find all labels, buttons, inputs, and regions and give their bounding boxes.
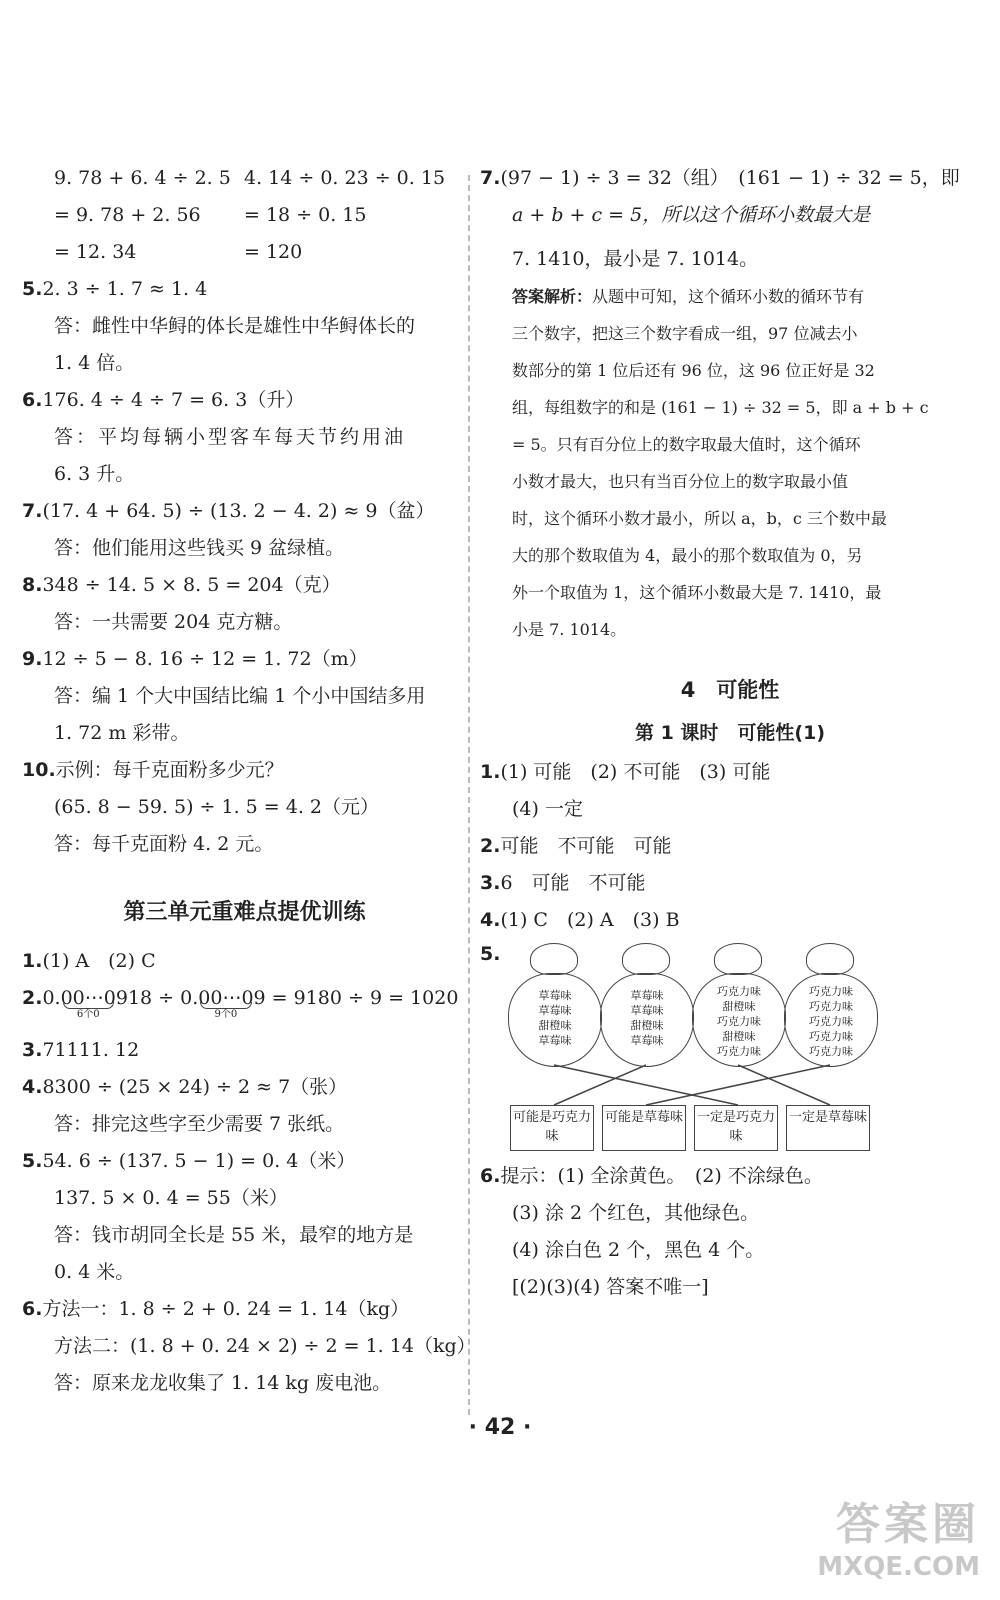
page-number: · 42 ·: [468, 1415, 532, 1440]
question-7: 7.(17. 4 + 64. 5) ÷ (13. 2 − 4. 2) ≈ 9（盆）: [22, 500, 435, 522]
bag-flavor-label: 巧克力味: [809, 985, 853, 998]
question-7-right: 7.(97 − 1) ÷ 3 = 32（组） (161 − 1) ÷ 32 = 5，即: [480, 167, 960, 189]
bag-flavor-label: 甜橙味: [630, 1019, 664, 1032]
calc-line: 137. 5 × 0. 4 = 55（米）: [54, 1187, 288, 1209]
answer-line: 答：雌性中华鲟的体长是雄性中华鲟体长的: [54, 315, 416, 337]
bag-flavor-label: 甜橙味: [722, 1000, 756, 1013]
explanation-line: 小数才最大，也只有当百分位上的数字取最小值: [512, 472, 849, 491]
bag-flavor-label: 草莓味: [538, 1004, 572, 1017]
explanation-line: 组，每组数字的和是 (161 − 1) ÷ 32 = 5，即 a + b + c: [512, 398, 929, 417]
right-column: [480, 160, 980, 1306]
bag-flavor-label: 草莓味: [538, 1034, 572, 1047]
answer-line: 答：一共需要 204 克方糖。: [54, 611, 293, 633]
practice-line: (4) 涂白色 2 个，黑色 4 个。: [512, 1239, 765, 1261]
option-box-1: 可能是巧克力味: [510, 1105, 594, 1151]
answer-line: 答：编 1 个大中国结比编 1 个小中国结多用: [54, 685, 426, 707]
calc-line: 方法二：(1. 8 + 0. 24 × 2) ÷ 2 = 1. 14（kg）: [54, 1335, 476, 1357]
bag-flavor-label: 草莓味: [538, 989, 572, 1002]
answer-line: 答：排完这些字至少需要 7 张纸。: [54, 1113, 345, 1135]
left-column: [22, 160, 476, 1402]
answer-line: 6. 3 升。: [54, 463, 135, 485]
question-8: 8.348 ÷ 14. 5 × 8. 5 = 204（克）: [22, 574, 341, 596]
explanation-line: 三个数字，把这三个数字看成一组，97 位减去小: [512, 324, 858, 343]
answer-line: 答：钱市胡同全长是 55 米，最窄的地方是: [54, 1224, 414, 1246]
calc-line: = 12. 34 = 120: [54, 241, 303, 263]
drill-5: 5.54. 6 ÷ (137. 5 − 1) = 0. 4（米）: [22, 1150, 356, 1172]
answer-line: 答：他们能用这些钱买 9 盆绿植。: [54, 537, 345, 559]
question-5: 5.2. 3 ÷ 1. 7 ≈ 1. 4: [22, 278, 208, 300]
bag-flavor-label: 巧克力味: [717, 1045, 761, 1058]
section-title: 第三单元重难点提优训练: [123, 900, 366, 925]
drill-6: 6.方法一：1. 8 ÷ 2 + 0. 24 = 1. 14（kg）: [22, 1298, 410, 1320]
practice-2: 2.可能 不可能 可能: [480, 835, 672, 857]
answer-line: 1. 72 m 彩带。: [54, 722, 190, 744]
bag-flavor-label: 巧克力味: [809, 1030, 853, 1043]
question-9: 9.12 ÷ 5 − 8. 16 ÷ 12 = 1. 72（m）: [22, 648, 368, 670]
question-6: 6.176. 4 ÷ 4 ÷ 7 = 6. 3（升）: [22, 389, 305, 411]
lesson-title: 第 1 课时 可能性(1): [634, 722, 826, 744]
column-divider: [468, 175, 470, 1415]
option-box-3: 一定是巧克力味: [694, 1105, 778, 1151]
calc-line: (65. 8 − 59. 5) ÷ 1. 5 = 4. 2（元）: [54, 796, 380, 818]
answer-line: 答：每千克面粉 4. 2 元。: [54, 833, 274, 855]
drill-2: 2.0.00⋯0 6个0 918 ÷ 0.00⋯0 9个0 9 = 9180 ÷ 9 = 1020: [22, 980, 467, 1032]
practice-4: 4.(1) C (2) A (3) B: [480, 909, 680, 931]
answer-line: 答：平均每辆小型客车每天节约用油: [54, 426, 407, 448]
bag-matching-figure: 5. 草莓味 草莓味 甜橙味 草莓味 草莓味 草莓味 甜橙味 草莓味 巧克力味 甜橙味 巧克力味 甜橙味 巧克力味 巧克力味 巧克力味 巧克力味 巧克力味 巧克力味 可能是巧克力味 可能是草莓味 一定是巧克力味 一定是草莓味: [480, 943, 980, 1158]
bag-flavor-label: 草莓味: [630, 1004, 664, 1017]
explanation-line: 大的那个数取值为 4，最小的那个数取值为 0，另: [512, 546, 863, 565]
explanation-line: 外一个取值为 1，这个循环小数最大是 7. 1410，最: [512, 583, 882, 602]
calc-line: 7. 1410，最小是 7. 1014。: [512, 248, 759, 270]
practice-6: 6.提示：(1) 全涂黄色。 (2) 不涂绿色。: [480, 1165, 823, 1187]
answer-line: 0. 4 米。: [54, 1261, 135, 1283]
bag-flavor-label: 巧克力味: [809, 1045, 853, 1058]
practice-1: 1.(1) 可能 (2) 不可能 (3) 可能: [480, 761, 771, 783]
bag-flavor-label: 巧克力味: [717, 1015, 761, 1028]
underbrace: 00⋯0 9个0: [198, 987, 254, 1020]
drill-3: 3.71111. 12: [22, 1039, 140, 1061]
explanation-line: = 5。只有百分位上的数字取最大值时，这个循环: [512, 435, 861, 454]
bag-flavor-label: 草莓味: [630, 989, 664, 1002]
explanation-line: 答案解析：从题中可知，这个循环小数的循环节有: [512, 287, 865, 306]
explanation-line: 数部分的第 1 位后还有 96 位，这 96 位正好是 32: [512, 361, 875, 380]
drill-1: 1.(1) A (2) C: [22, 950, 156, 972]
practice-line: [(2)(3)(4) 答案不唯一]: [512, 1276, 709, 1298]
practice-3: 3.6 可能 不可能: [480, 872, 646, 894]
option-box-4: 一定是草莓味: [786, 1105, 870, 1151]
underbrace: 00⋯0 6个0: [60, 987, 116, 1020]
option-box-2: 可能是草莓味: [602, 1105, 686, 1151]
practice-line: (4) 一定: [512, 798, 583, 820]
explanation-line: 小是 7. 1014。: [512, 620, 627, 639]
practice-line: (3) 涂 2 个红色，其他绿色。: [512, 1202, 760, 1224]
watermark-logo: 答案圈 MXQE.COM: [817, 1499, 980, 1582]
question-10: 10.示例：每千克面粉多少元？: [22, 759, 284, 781]
bag-flavor-label: 草莓味: [630, 1034, 664, 1047]
calc-line: a + b + c = 5，所以这个循环小数最大是: [512, 204, 871, 226]
bag-flavor-label: 甜橙味: [722, 1030, 756, 1043]
bag-flavor-label: 巧克力味: [717, 985, 761, 998]
calc-line: 9. 78 + 6. 4 ÷ 2. 5 4. 14 ÷ 0. 23 ÷ 0. 15: [54, 167, 446, 189]
answer-line: 答：原来龙龙收集了 1. 14 kg 废电池。: [54, 1372, 392, 1394]
bag-flavor-label: 巧克力味: [809, 1015, 853, 1028]
explanation-line: 时，这个循环小数才最小，所以 a，b，c 三个数中最: [512, 509, 887, 528]
drill-4: 4.8300 ÷ (25 × 24) ÷ 2 ≈ 7（张）: [22, 1076, 348, 1098]
bag-flavor-label: 巧克力味: [809, 1000, 853, 1013]
bag-flavor-label: 甜橙味: [538, 1019, 572, 1032]
chapter-title: 4 可能性: [680, 678, 780, 702]
answer-line: 1. 4 倍。: [54, 352, 135, 374]
calc-line: = 9. 78 + 2. 56 = 18 ÷ 0. 15: [54, 204, 367, 226]
